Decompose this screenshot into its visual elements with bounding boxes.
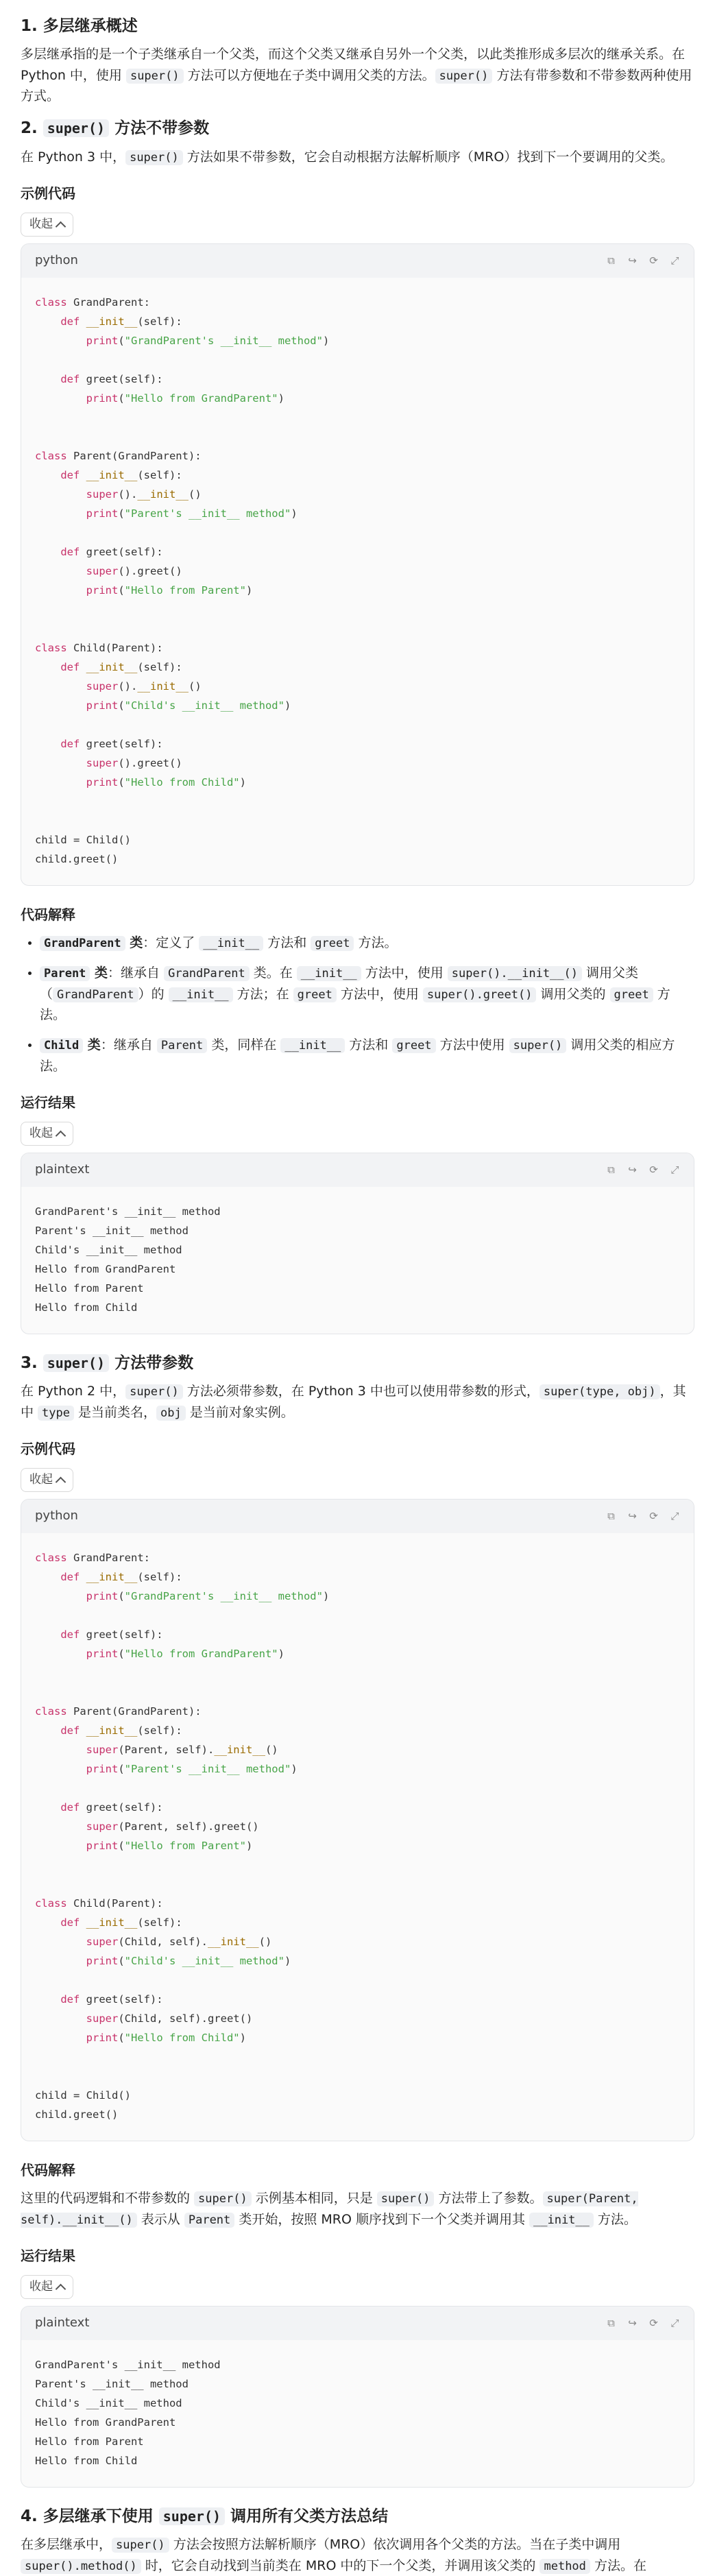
list-item: [40, 932, 694, 953]
text: 调用父类的相应方法。: [40, 1037, 675, 1074]
inline-code: __init__: [297, 966, 361, 981]
text: 方法和: [263, 935, 311, 950]
section-4-title: [21, 2505, 694, 2527]
run-icon[interactable]: ⟳: [649, 1510, 658, 1523]
inline-code: super(): [435, 69, 493, 84]
section-number: 4.: [21, 2507, 38, 2525]
text: 方法带上了参数。: [434, 2191, 543, 2206]
inline-code: __init__: [280, 1038, 345, 1053]
collapse-label: 收起: [29, 1473, 53, 1487]
run-icon[interactable]: ⟳: [649, 254, 658, 267]
collapse-button[interactable]: [21, 2275, 73, 2299]
copy-icon[interactable]: ⧉: [607, 254, 615, 267]
section-4-paragraph: [21, 2534, 694, 2576]
text: 方法如果不带参数，它会自动根据方法解析顺序（MRO）找到下一个要调用的父类。: [182, 149, 674, 165]
text: 调用父类（: [40, 965, 639, 1002]
inline-code: greet: [293, 987, 337, 1002]
expand-icon[interactable]: ⤢: [670, 2317, 679, 2330]
section-title-text: 方法不带参数: [109, 119, 210, 138]
inline-code: obj: [156, 1406, 186, 1421]
list-item: [40, 963, 694, 1025]
collapse-label: 收起: [29, 217, 53, 231]
inline-code: super().__init__(): [448, 966, 582, 981]
code-explain-heading: 代码解释: [21, 2162, 75, 2179]
section-title-text: 方法带参数: [109, 1354, 194, 1373]
inline-code: super().method(): [21, 2559, 141, 2574]
inline-code: Parent: [184, 2213, 234, 2228]
section-1-paragraph: [21, 44, 694, 106]
text: ：继承自: [100, 1037, 157, 1053]
text: 方法可以方便地在子类中调用父类的方法。: [183, 67, 435, 83]
inline-code: greet: [392, 1038, 435, 1053]
inline-code: type: [38, 1406, 74, 1421]
section-1-title: 1. 多层继承概述: [21, 17, 138, 35]
code-language-label: plaintext: [35, 2315, 90, 2331]
text: 类，同样在: [207, 1037, 281, 1053]
text: 在多层继承中，: [21, 2537, 112, 2553]
collapse-button[interactable]: [21, 1468, 73, 1492]
expand-icon[interactable]: ⤢: [670, 254, 679, 267]
code-block-header: [21, 244, 694, 278]
section-3-paragraph: [21, 1381, 694, 1423]
code-toolbar: [606, 1511, 680, 1521]
text: 是当前类名，: [74, 1404, 157, 1420]
text: 这里的代码逻辑和不带参数的: [21, 2191, 195, 2206]
inline-code: greet: [610, 987, 653, 1002]
text: 示例基本相同，只是: [251, 2191, 377, 2206]
example-code-heading: 示例代码: [21, 184, 75, 202]
wrap-icon[interactable]: ↪: [628, 2317, 637, 2330]
inline-code: Child: [40, 1038, 83, 1053]
inline-code: super(): [126, 69, 184, 84]
list-item: [40, 1035, 694, 1076]
inline-code: super(Parent, self).__init__(): [21, 2192, 638, 2227]
inline-code: super(): [194, 2191, 252, 2206]
code-toolbar: [606, 256, 680, 266]
wrap-icon[interactable]: ↪: [628, 1164, 637, 1177]
text: ：继承自: [108, 965, 165, 981]
code-language-label: python: [35, 1508, 78, 1524]
section-title-text: 调用所有父类方法总结: [225, 2507, 389, 2525]
text: 方法中，使用: [361, 965, 448, 981]
text: 方法中使用: [435, 1037, 509, 1053]
code-language-label: plaintext: [35, 1162, 90, 1177]
wrap-icon[interactable]: ↪: [628, 254, 637, 267]
section-title-text: 多层继承下使用: [37, 2507, 159, 2525]
text: ：定义了: [143, 935, 199, 950]
chevron-up-icon: [56, 1131, 66, 1142]
code-block-header: [21, 2307, 694, 2340]
bold-text: 类: [125, 935, 143, 950]
result-block: [21, 1153, 694, 1334]
code-toolbar: [606, 1165, 680, 1175]
inline-code: super(): [509, 1038, 567, 1053]
code-block: [21, 243, 694, 886]
text: ，其中: [21, 1384, 686, 1420]
copy-icon[interactable]: ⧉: [607, 2317, 615, 2330]
inline-code: super(): [43, 119, 109, 137]
copy-icon[interactable]: ⧉: [607, 1510, 615, 1523]
chevron-up-icon: [56, 221, 66, 232]
inline-code: super(): [125, 150, 183, 165]
code-block-header: [21, 1500, 694, 1533]
section-2-paragraph: [21, 147, 694, 167]
text: 在 Python 2 中，: [21, 1384, 126, 1399]
result-heading: 运行结果: [21, 1094, 75, 1111]
code-toolbar: [606, 2318, 680, 2328]
code-language-label: python: [35, 253, 78, 268]
text: 方法。: [40, 986, 670, 1023]
chevron-up-icon: [56, 2283, 66, 2294]
inline-code: __init__: [199, 936, 263, 951]
code-block: [21, 1499, 694, 2141]
copy-icon[interactable]: ⧉: [607, 1164, 615, 1177]
text: 方法；在: [232, 986, 293, 1002]
collapse-button[interactable]: [21, 213, 73, 237]
text: 方法中，使用: [336, 986, 423, 1002]
section-3-explain: [21, 2188, 694, 2230]
text: 方法和: [345, 1037, 393, 1053]
text: 类开始，按照 MRO 顺序找到下一个父类并调用其: [234, 2211, 529, 2227]
text: ）的: [138, 986, 169, 1002]
result-content[interactable]: GrandParent's __init__ method Parent's __init__ method Child's __init__ method Hello from GrandParent Hello from Parent Hello from Child: [35, 2358, 221, 2467]
section-number: 3.: [21, 1354, 38, 1373]
code-content[interactable]: class GrandParent: def __init__(self): print("GrandParent's __init__ method") def greet(self): print("Hello from GrandParent") class Parent(GrandParent): def __init__(self): super().__init__() print("Parent's __init__ method") def greet(self): super().greet() print("Hello from Parent") class Child(Parent): def __init__(self): super().__init__() print("Child's __init__ method") def greet(self): super().greet() print("Hello from Child") child = Child() child.greet(): [35, 296, 330, 865]
run-icon[interactable]: ⟳: [649, 2317, 658, 2330]
inline-code: GrandParent: [164, 966, 250, 981]
wrap-icon[interactable]: ↪: [628, 1510, 637, 1523]
collapse-label: 收起: [29, 1127, 53, 1141]
result-block: [21, 2306, 694, 2488]
inline-code: super(): [112, 2538, 169, 2553]
run-icon[interactable]: ⟳: [649, 1164, 658, 1177]
text: 类。在: [249, 965, 297, 981]
inline-code: __init__: [529, 2213, 594, 2228]
inline-code: GrandParent: [40, 936, 125, 951]
inline-code: super(): [125, 1384, 183, 1399]
inline-code: GrandParent: [53, 987, 138, 1002]
expand-icon[interactable]: ⤢: [670, 1510, 679, 1523]
result-heading: 运行结果: [21, 2247, 75, 2264]
collapse-button[interactable]: [21, 1122, 73, 1146]
text: 方法。: [354, 935, 398, 950]
text: 是当前对象实例。: [185, 1404, 294, 1420]
inline-code: super(): [159, 2507, 225, 2525]
inline-code: super(): [43, 1354, 109, 1372]
inline-code: method: [540, 2559, 590, 2574]
bold-text: 类: [83, 1037, 101, 1053]
inline-code: super().greet(): [423, 987, 537, 1002]
text: 时，它会自动找到当前类在 MRO 中的下一个父类，并调用该父类的: [141, 2557, 540, 2573]
inline-code: __init__: [169, 987, 233, 1002]
code-explain-heading: 代码解释: [21, 906, 75, 923]
text: 在 Python 3 中，: [21, 149, 126, 165]
inline-code: Parent: [40, 966, 90, 981]
inline-code: greet: [311, 936, 354, 951]
text: 方法。在: [590, 2557, 646, 2573]
code-content[interactable]: class GrandParent: def __init__(self): print("GrandParent's __init__ method") def greet(self): print("Hello from GrandParent") class Parent(GrandParent): def __init__(self): super(Parent, self).__init__() print("Parent's __init__ method") def greet(self): super(Parent, self).greet() print("Hello from Parent") class Child(Parent): def __init__(self): super(Child, self).__init__() print("Child's __init__ method") def greet(self): super(Child, self).greet() print("Hello from Child") child = Child() child.greet(): [35, 1552, 330, 2121]
text: 方法会按照方法解析顺序（MRO）依次调用各个父类的方法。当在子类中调用: [169, 2537, 621, 2553]
text: 调用父类的: [536, 986, 610, 1002]
text: 表示从: [136, 2211, 184, 2227]
code-block-header: [21, 1153, 694, 1187]
text: 多层继承指的是一个子类继承自一个父类，而这个父类又继承自另外一个父类，以此类推形成多层次的继承关系。在 Python 中，使用: [21, 47, 686, 83]
text: 方法有带参数和不带参数两种使用方式。: [21, 67, 692, 104]
chevron-up-icon: [56, 1477, 66, 1488]
collapse-label: 收起: [29, 2279, 53, 2294]
section-2-title: [21, 117, 694, 139]
text: 方法。: [593, 2211, 637, 2227]
inline-code: Parent: [157, 1038, 207, 1053]
expand-icon[interactable]: ⤢: [670, 1164, 679, 1177]
result-content[interactable]: GrandParent's __init__ method Parent's __init__ method Child's __init__ method Hello from GrandParent Hello from Parent Hello from Child: [35, 1205, 221, 1314]
section-3-title: [21, 1352, 694, 1374]
example-code-heading: 示例代码: [21, 1441, 75, 1458]
text: 方法必须带参数，在 Python 3 中也可以使用带参数的形式，: [182, 1384, 540, 1399]
inline-code: super(): [377, 2191, 435, 2206]
bold-text: 类: [90, 965, 108, 981]
section-number: 2.: [21, 119, 38, 138]
explain-list: [21, 932, 694, 1076]
inline-code: super(type, obj): [540, 1384, 660, 1399]
